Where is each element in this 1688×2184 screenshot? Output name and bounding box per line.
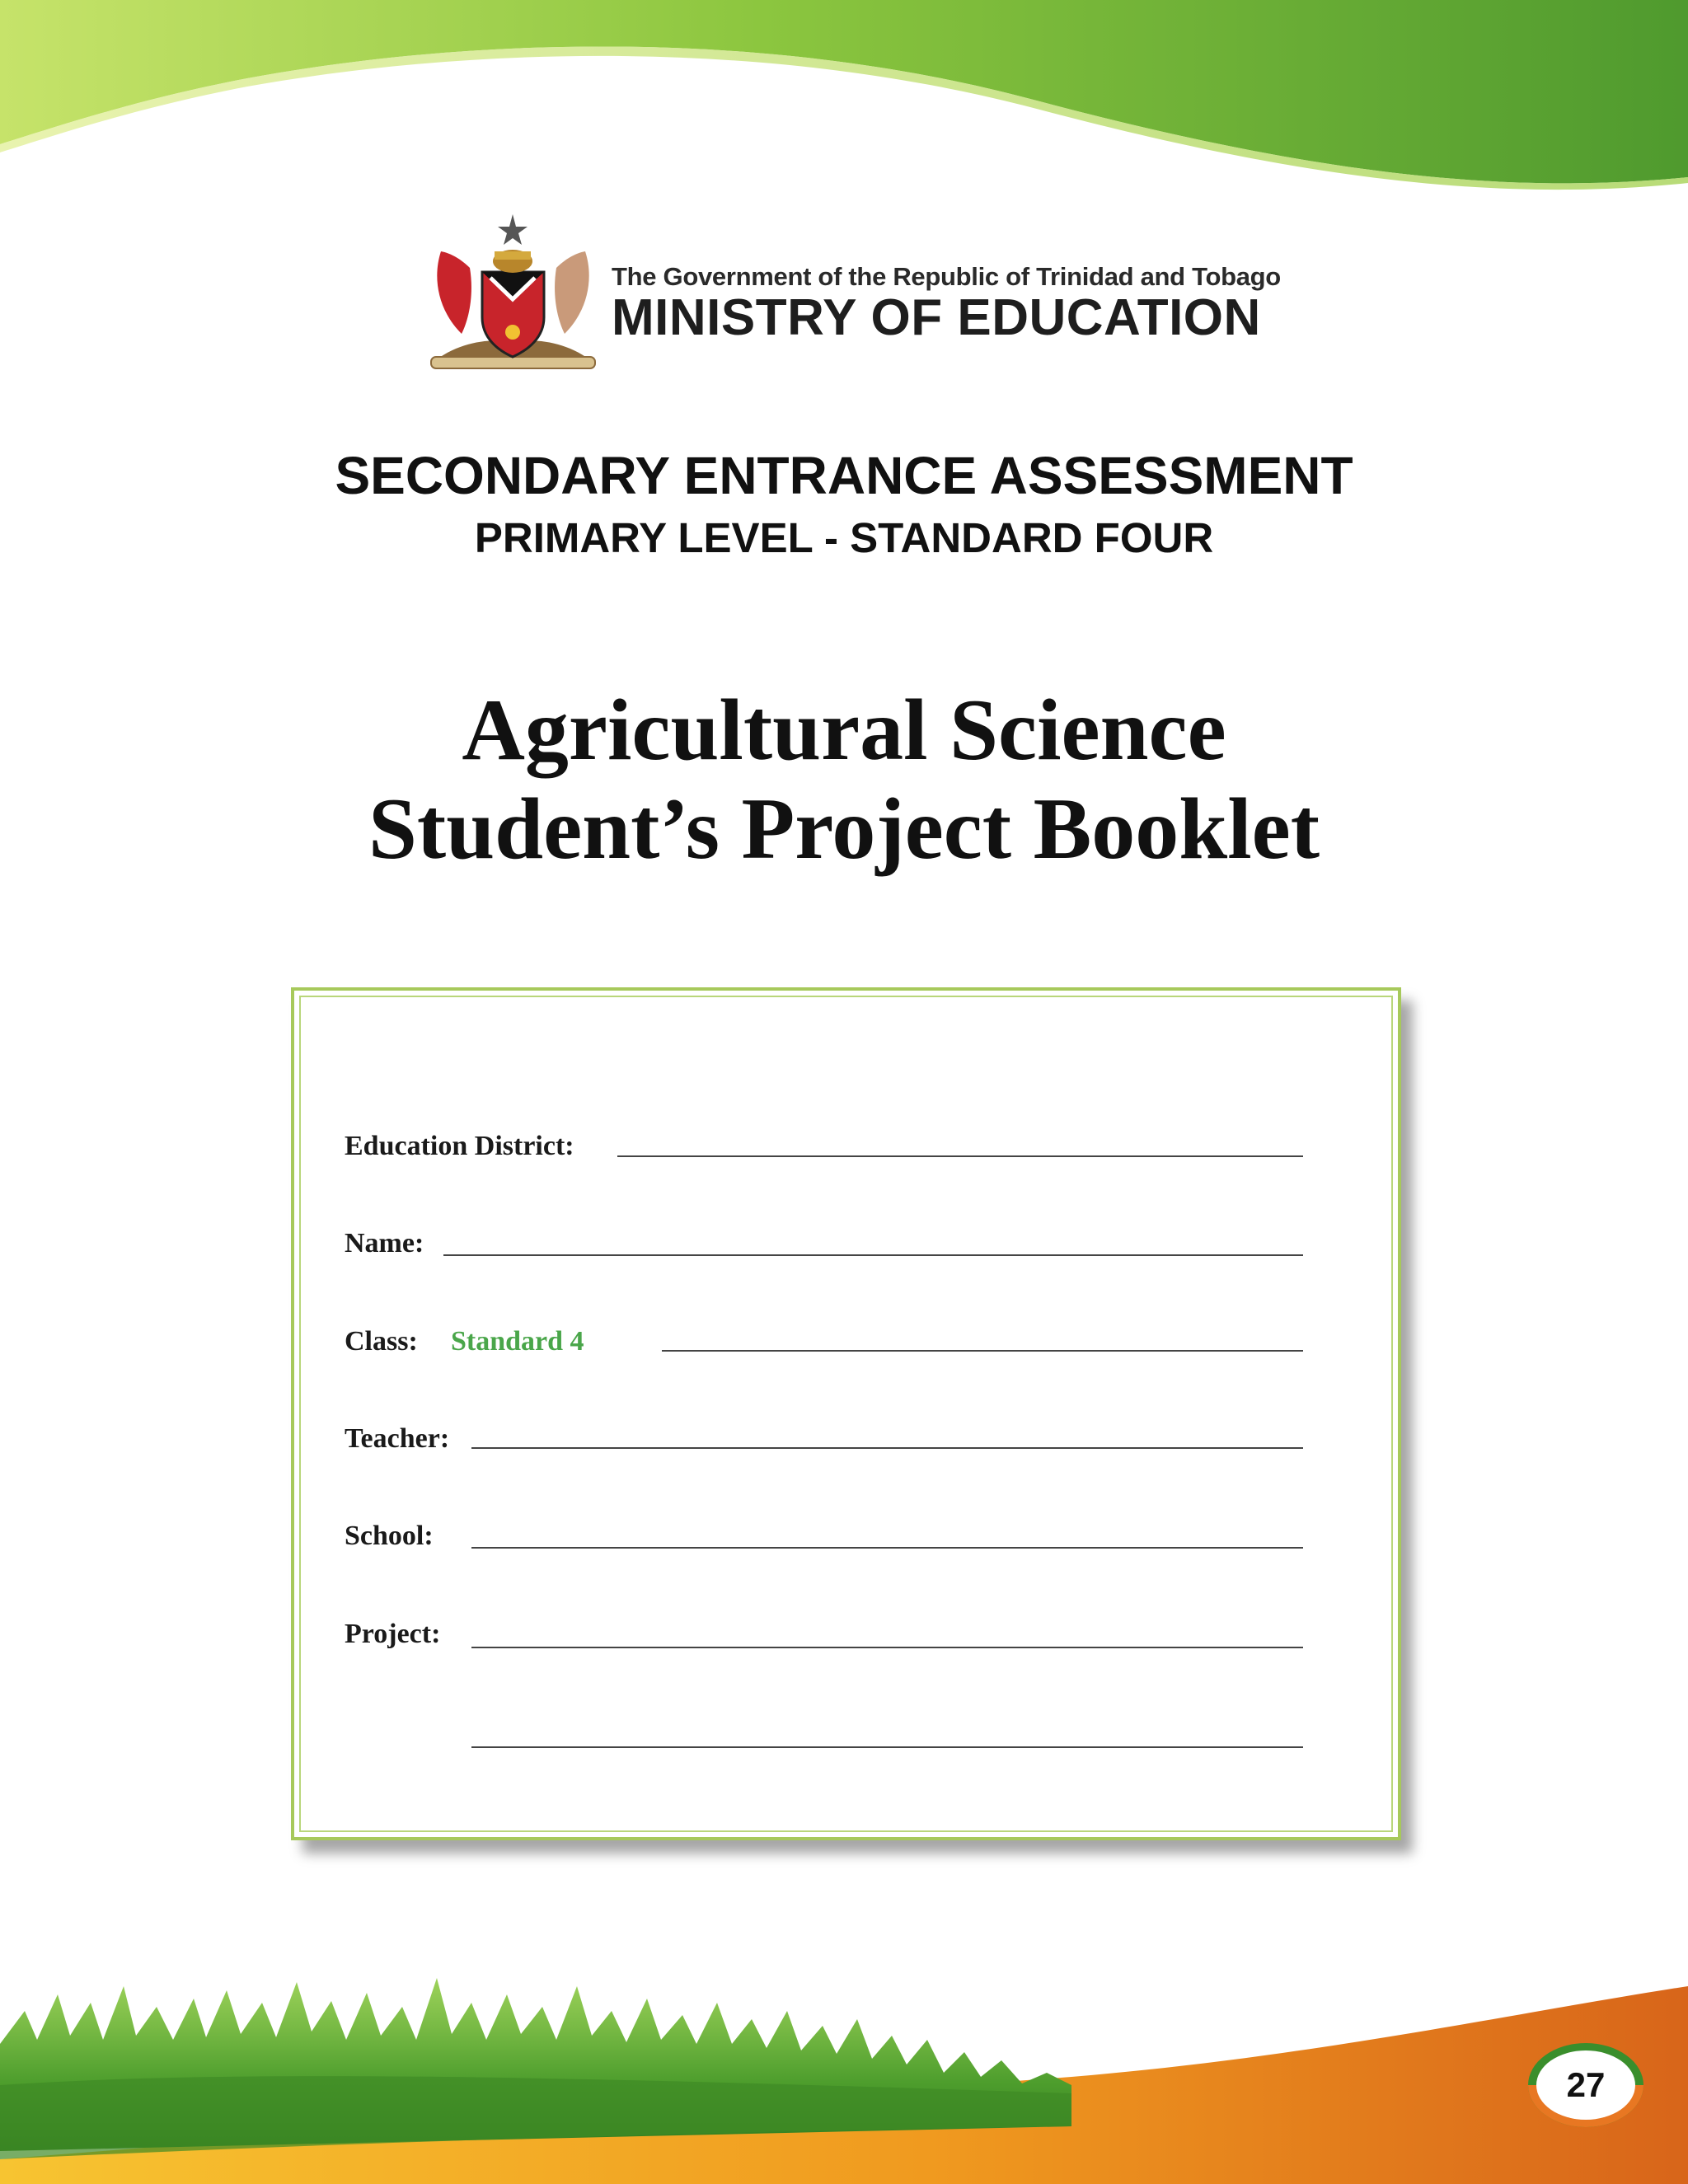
booklet-title-line1: Agricultural Science (462, 682, 1226, 778)
education-district-field[interactable] (617, 1155, 1303, 1157)
grass-footer-art (0, 1961, 1688, 2184)
student-info-form (291, 987, 1401, 1840)
coat-of-arms-logo (424, 202, 602, 375)
assessment-subtitle: PRIMARY LEVEL - STANDARD FOUR (474, 514, 1214, 561)
teacher-label: Teacher: (345, 1423, 450, 1454)
class-value: Standard 4 (451, 1326, 584, 1357)
class-field[interactable] (662, 1350, 1303, 1352)
page-number: 27 (1566, 2065, 1606, 2104)
project-field[interactable] (471, 1647, 1303, 1648)
name-field[interactable] (443, 1254, 1303, 1256)
ministry-title: MINISTRY OF EDUCATION (612, 289, 1261, 346)
school-field[interactable] (471, 1547, 1303, 1549)
school-label: School: (345, 1521, 434, 1551)
class-label: Class: (345, 1326, 418, 1357)
project-label: Project: (345, 1619, 441, 1649)
project-field-line2[interactable] (471, 1746, 1303, 1748)
top-green-wave (0, 0, 1688, 214)
education-district-label: Education District: (345, 1131, 574, 1161)
assessment-title: SECONDARY ENTRANCE ASSESSMENT (335, 446, 1353, 505)
name-label: Name: (345, 1228, 424, 1258)
teacher-field[interactable] (471, 1447, 1303, 1449)
government-line: The Government of the Republic of Trinidad and Tobago (612, 262, 1281, 291)
booklet-title-line2: Student’s Project Booklet (368, 780, 1320, 877)
